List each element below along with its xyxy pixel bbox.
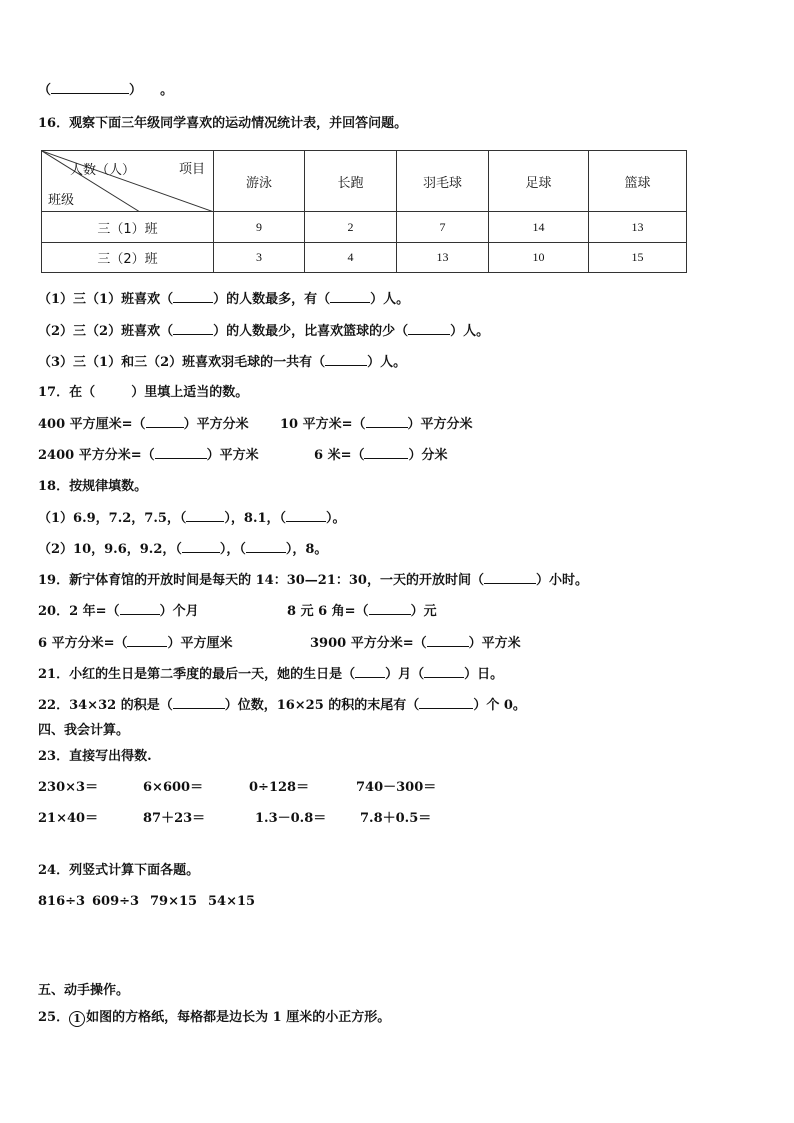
q18-sub2: （2）10，9.6，9.2，（ ），（ ），8。 <box>38 542 328 557</box>
answer-blank[interactable] <box>173 696 225 709</box>
column-header: 游泳 <box>214 151 305 212</box>
q20-item-b: 8 元 6 角=（ ）元 <box>287 604 437 619</box>
answer-blank[interactable] <box>182 540 220 553</box>
table-cell: 2 <box>305 212 397 243</box>
q16-sub1: （1）三（1）班喜欢（ ）的人数最多，有（ ）人。 <box>38 292 410 307</box>
sports-stat-table <box>41 150 687 273</box>
q17-item-b: 10 平方米=（ ）平方分米 <box>280 417 473 432</box>
calc-item: 1.3－0.8＝ <box>255 811 327 826</box>
q25: 25． 1 如图的方格纸，每格都是边长为 1 厘米的小正方形。 <box>38 1010 391 1025</box>
answer-blank[interactable] <box>369 602 411 615</box>
answer-blank[interactable] <box>424 665 464 678</box>
column-header: 足球 <box>489 151 589 212</box>
q16-title: 16．观察下面三年级同学喜欢的运动情况统计表，并回答问题。 <box>38 116 408 131</box>
q17-item-c: 2400 平方分米=（ ）平方米 <box>38 448 259 463</box>
q22: 22．34×32 的积是（ ）位数，16×25 的积的末尾有（ ）个 0。 <box>38 698 526 713</box>
q17-item-a: 400 平方厘米=（ ）平方分米 <box>38 417 249 432</box>
q15-answer-tail: （ ） 。 <box>38 83 174 98</box>
calc-item: 6×600＝ <box>143 780 204 795</box>
calc-item: 21×40＝ <box>38 811 99 826</box>
section-5-heading: 五、动手操作。 <box>38 983 130 998</box>
circled-number-1: 1 <box>69 1011 85 1027</box>
answer-blank[interactable] <box>286 509 326 522</box>
answer-blank[interactable] <box>427 634 469 647</box>
q19: 19．新宁体育馆的开放时间是每天的 14：30—21：30，一天的开放时间（ ）小时。 <box>38 573 588 588</box>
table-row <box>42 212 687 243</box>
header-class: 班级 <box>48 193 75 208</box>
vertical-calc-item: 79×15 <box>150 894 198 909</box>
q16-sub2: （2）三（2）班喜欢（ ）的人数最少，比喜欢篮球的少（ ）人。 <box>38 324 490 339</box>
table-cell: 3 <box>214 243 305 273</box>
answer-blank[interactable] <box>408 322 450 335</box>
section-4-heading: 四、我会计算。 <box>38 723 130 738</box>
answer-blank[interactable] <box>364 446 408 459</box>
answer-blank[interactable] <box>366 415 408 428</box>
answer-blank[interactable] <box>155 446 207 459</box>
table-cell: 13 <box>397 243 489 273</box>
table-cell: 10 <box>489 243 589 273</box>
header-item: 项目 <box>178 162 205 177</box>
table-cell: 4 <box>305 243 397 273</box>
column-header: 长跑 <box>305 151 397 212</box>
answer-blank[interactable] <box>146 415 184 428</box>
column-header: 篮球 <box>589 151 687 212</box>
table-cell: 13 <box>589 212 687 243</box>
q17-title: 17．在（ ）里填上适当的数。 <box>38 385 249 400</box>
calc-item: 7.8＋0.5＝ <box>360 811 432 826</box>
answer-blank[interactable] <box>173 322 213 335</box>
table-cell: 9 <box>214 212 305 243</box>
q23-title: 23．直接写出得数. <box>38 749 152 764</box>
header-people: 人数（人） <box>70 163 136 178</box>
q20-item-c: 6 平方分米=（ ）平方厘米 <box>38 636 233 651</box>
table-diagonal-header <box>42 151 214 212</box>
answer-blank[interactable] <box>419 696 473 709</box>
answer-blank[interactable] <box>484 571 536 584</box>
vertical-calc-item: 54×15 <box>208 894 256 909</box>
table-cell: 14 <box>489 212 589 243</box>
q18-sub1: （1）6.9，7.2，7.5，（ ），8.1，（ ）。 <box>38 511 346 526</box>
answer-blank[interactable] <box>51 81 129 94</box>
calc-item: 740－300＝ <box>356 780 437 795</box>
answer-blank[interactable] <box>186 509 224 522</box>
answer-blank[interactable] <box>127 634 167 647</box>
answer-blank[interactable] <box>120 602 160 615</box>
table-cell: 7 <box>397 212 489 243</box>
q18-title: 18．按规律填数。 <box>38 479 148 494</box>
answer-blank[interactable] <box>330 290 370 303</box>
vertical-calc-item: 816÷3 <box>38 894 86 909</box>
q21: 21．小红的生日是第二季度的最后一天，她的生日是（ ）月（ ）日。 <box>38 667 504 682</box>
q20-item-a: 20．2 年=（ ）个月 <box>38 604 199 619</box>
q16-sub3: （3）三（1）和三（2）班喜欢羽毛球的一共有（ ）人。 <box>38 355 407 370</box>
column-header: 羽毛球 <box>397 151 489 212</box>
answer-blank[interactable] <box>325 353 367 366</box>
vertical-calc-item: 609÷3 <box>92 894 140 909</box>
answer-blank[interactable] <box>355 665 385 678</box>
row-label: 三（1）班 <box>42 212 214 243</box>
q20-item-d: 3900 平方分米=（ ）平方米 <box>310 636 521 651</box>
table-row <box>42 243 687 273</box>
table-cell: 15 <box>589 243 687 273</box>
calc-item: 0÷128＝ <box>249 780 310 795</box>
answer-blank[interactable] <box>173 290 213 303</box>
calc-item: 87＋23＝ <box>143 811 206 826</box>
row-label: 三（2）班 <box>42 243 214 273</box>
q24-title: 24．列竖式计算下面各题。 <box>38 863 200 878</box>
q17-item-d: 6 米=（ ）分米 <box>314 448 448 463</box>
calc-item: 230×3＝ <box>38 780 99 795</box>
answer-blank[interactable] <box>246 540 286 553</box>
